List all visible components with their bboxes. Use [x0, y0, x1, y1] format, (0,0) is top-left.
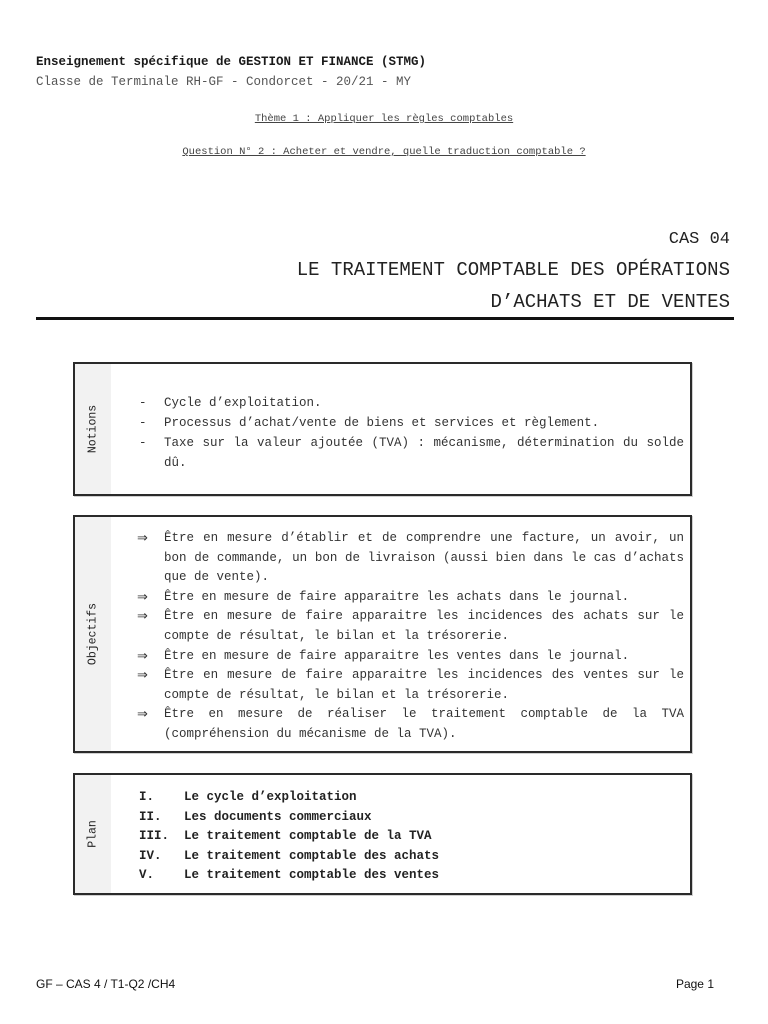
header-class-line: Classe de Terminale RH-GF - Condorcet - 20/21 - MY	[36, 75, 412, 89]
page-number: Page 1	[675, 977, 714, 991]
objectif-text: Être en mesure de faire apparaitre les incidences des achats sur le compte de résultat, le bilan et la trésorerie.	[164, 609, 684, 643]
objectifs-label-column	[75, 517, 111, 751]
arrow-right-icon: ⇒	[137, 648, 148, 664]
plan-item-text: Le traitement comptable des achats	[184, 848, 440, 863]
arrow-right-icon: ⇒	[137, 531, 148, 546]
dash-marker: -	[139, 396, 147, 410]
dash-marker: -	[139, 436, 147, 450]
theme-heading: Thème 1 : Appliquer les règles comptables	[254, 113, 514, 125]
notion-item	[139, 413, 684, 433]
arrow-right-icon: ⇒	[137, 668, 148, 684]
notions-list	[139, 393, 684, 473]
dash-marker: -	[139, 416, 147, 430]
notions-label: Notions	[86, 404, 100, 454]
case-number: CAS 04	[668, 230, 730, 249]
objectif-text: Être en mesure de faire apparaitre les incidences des ventes sur le compte de résultat, le bilan et la trésorerie.	[164, 668, 684, 702]
objectif-text: Être en mesure de faire apparaitre les ventes dans le journal.	[164, 648, 630, 663]
plan-item	[139, 827, 684, 847]
notion-text: Processus d’achat/vente de biens et services et règlement.	[164, 416, 600, 430]
notions-label-column	[75, 364, 111, 494]
notion-item	[139, 393, 684, 413]
objectif-item	[139, 588, 684, 608]
objectif-text: Être en mesure d’établir et de comprendre une facture, un avoir, un bon de commande, un bon de livraison (aussi bien dans le cas d’achats que de vente).	[164, 531, 684, 585]
arrow-right-icon: ⇒	[137, 609, 148, 625]
arrow-right-icon: ⇒	[137, 707, 148, 723]
objectifs-list	[139, 529, 684, 745]
plan-label-column	[75, 775, 111, 893]
plan-item-text: Le traitement comptable de la TVA	[184, 829, 432, 843]
notion-item	[139, 433, 684, 473]
plan-list	[139, 788, 684, 886]
objectif-item	[139, 529, 684, 588]
case-title-line-1: LE TRAITEMENT COMPTABLE DES OPÉRATIONS	[296, 259, 730, 281]
plan-box	[73, 773, 692, 895]
plan-item-number: I.	[139, 790, 155, 804]
plan-item	[139, 847, 684, 867]
objectifs-box	[73, 515, 692, 753]
plan-label: Plan	[86, 820, 100, 848]
objectif-text: Être en mesure de réaliser le traitement comptable de la TVA (compréhension du mécanisme de la TVA).	[164, 707, 684, 741]
plan-item-text: Le traitement comptable des ventes	[184, 868, 440, 882]
case-title-line-2: D’ACHATS ET DE VENTES	[490, 291, 730, 313]
notion-text: Cycle d’exploitation.	[164, 396, 322, 410]
objectif-text: Être en mesure de faire apparaitre les achats dans le journal.	[164, 589, 630, 604]
objectif-item	[139, 705, 684, 744]
objectif-item	[139, 607, 684, 646]
notions-box	[73, 362, 692, 496]
plan-item	[139, 788, 684, 808]
objectifs-label: Objectifs	[86, 602, 100, 666]
plan-item-text: Les documents commerciaux	[184, 809, 372, 824]
title-underline	[36, 317, 734, 320]
header-school-line: Enseignement spécifique de GESTION ET FINANCE (STMG)	[36, 55, 427, 69]
plan-item-number: II.	[139, 809, 162, 824]
plan-item-number: IV.	[139, 848, 162, 863]
plan-item-number: III.	[139, 829, 170, 843]
plan-item	[139, 808, 684, 828]
plan-item-text: Le cycle d’exploitation	[184, 790, 357, 804]
arrow-right-icon: ⇒	[137, 589, 148, 605]
footer-reference: GF – CAS 4 / T1-Q2 /CH4	[36, 977, 176, 991]
plan-item-number: V.	[139, 868, 155, 882]
objectif-item	[139, 666, 684, 705]
question-heading: Question N° 2 : Acheter et vendre, quelle traduction comptable ?	[182, 146, 586, 158]
objectif-item	[139, 647, 684, 667]
plan-item	[139, 866, 684, 886]
notion-text: Taxe sur la valeur ajoutée (TVA) : mécanisme, détermination du solde dû.	[164, 436, 684, 470]
